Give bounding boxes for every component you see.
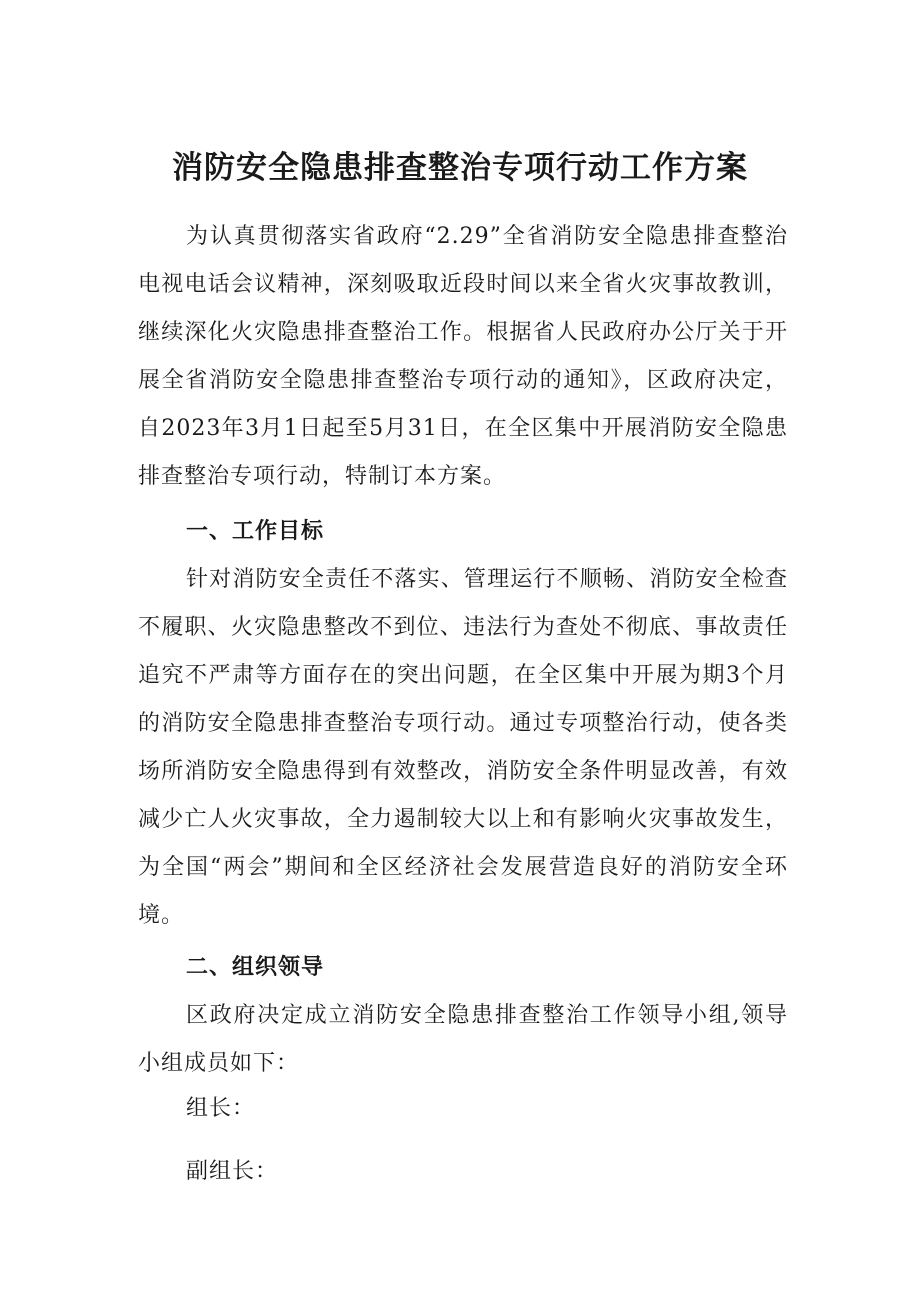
leader-label: 组长： [186,1096,256,1121]
section-2-heading: 二、组织领导 [186,955,325,980]
section-1-heading: 一、工作目标 [186,519,325,544]
section-1-paragraph: 针对消防安全责任不落实、管理运行不顺畅、消防安全检查不履职、火灾隐患整改不到位、违法行为查处不彻底、事故责任追究不严肃等方面存在的突出问题，在全区集中开展为期3个月的消防安全隐患排查整治专项行动。通过专项整治行动，使各类场所消防安全隐患得到有效整改，消防安全条件明显改善，有效减少亡人火灾事故，全力遏制较大以上和有影响火灾事故发生，为全国“两会”期间和全区经济社会发展营造良好的消防安全环境。 [138,567,788,928]
intro-paragraph: 为认真贯彻落实省政府“2.29”全省消防安全隐患排查整治电视电话会议精神，深刻吸取近段时间以来全省火灾事故教训，继续深化火灾隐患排查整治工作。根据省人民政府办公厅关于开展全省消防安全隐患排查整治专项行动的通知》，区政府决定，自2023年3月1日起至5月31日，在全区集中开展消防安全隐患排查整治专项行动，特制订本方案。 [138,224,788,489]
section-2-paragraph: 区政府决定成立消防安全隐患排查整治工作领导小组,领导小组成员如下： [138,1003,788,1076]
document-title: 消防安全隐患排查整治专项行动工作方案 [172,150,748,186]
deputy-leader-label: 副组长： [186,1159,279,1184]
